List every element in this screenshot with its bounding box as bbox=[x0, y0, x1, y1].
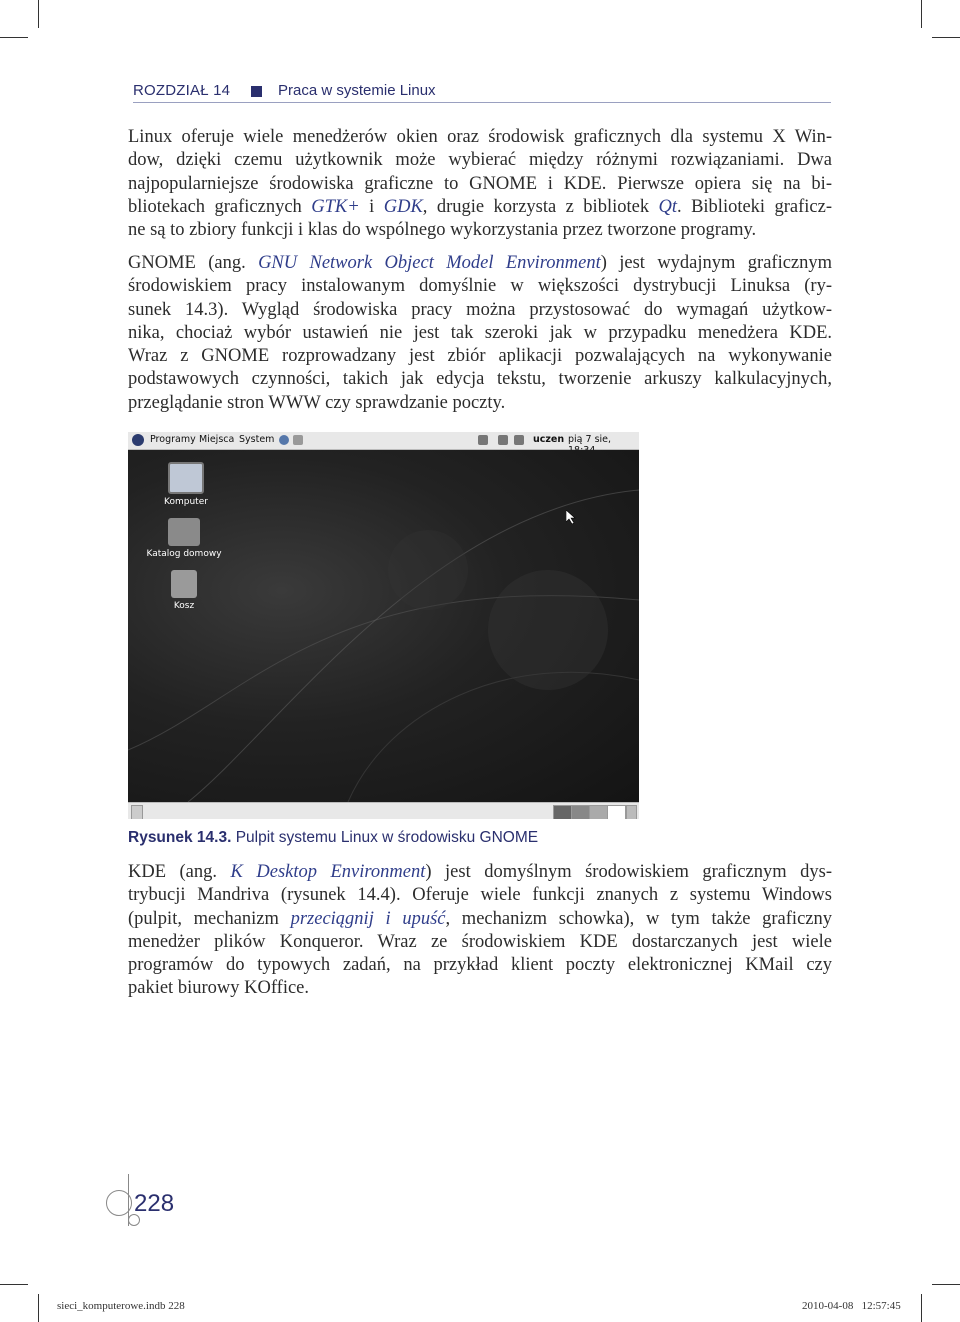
paragraph-gnome bbox=[128, 252, 832, 415]
page-number-rule bbox=[128, 1174, 129, 1226]
chapter-label: ROZDZIAŁ 14 bbox=[133, 82, 231, 99]
section-title: Praca w systemie Linux bbox=[278, 82, 436, 99]
figure-caption bbox=[128, 829, 538, 847]
workspace-1 bbox=[553, 805, 572, 819]
edit-icon bbox=[478, 435, 488, 445]
text-line: ne są to zbiory funkcji i klas do wspólnego wykorzystania przez tworzone programy. bbox=[128, 220, 757, 241]
term-qt: Qt bbox=[658, 196, 678, 217]
crop-mark bbox=[0, 37, 28, 38]
workspace-4 bbox=[607, 805, 626, 819]
header-square-icon bbox=[251, 86, 262, 97]
text-line: KDE (ang. K Desktop Environment) jest domyślnym środowiskiem graficznym dys- bbox=[128, 862, 832, 882]
top-panel bbox=[128, 432, 639, 450]
fedora-logo-icon bbox=[132, 434, 144, 446]
crop-mark bbox=[38, 0, 39, 28]
text-line: Linux oferuje wiele menedżerów okien oraz środowisk graficznych dla systemu X Win- bbox=[128, 127, 832, 147]
text-line: nika, chociaż wybór ustawień nie jest tak szeroki jak w przypadku menedżera KDE. bbox=[128, 322, 832, 343]
crop-mark bbox=[921, 0, 922, 28]
crop-mark bbox=[932, 37, 960, 38]
mouse-cursor-icon bbox=[566, 510, 576, 524]
mail-icon bbox=[293, 435, 303, 445]
username-label: uczen bbox=[533, 434, 565, 445]
text-line: Wraz z GNOME rozprowadzany jest zbiór aplikacji pozwalających na wykonywanie bbox=[128, 346, 832, 367]
workspace-2 bbox=[571, 805, 590, 819]
desktop-icon-trash: Kosz bbox=[144, 570, 224, 611]
text-line: dow, dzięki czemu użytkownik może wybierać między różnymi rozwiązaniami. Dwa bbox=[128, 150, 832, 171]
term-gnome-full: GNU Network Object Model Environment bbox=[258, 253, 601, 273]
text-line: menedżer plików Konqueror. Wraz ze środowiskiem KDE dostarczanych jest wiele bbox=[128, 931, 832, 952]
text-line: przeglądanie stron WWW czy sprawdzanie poczty. bbox=[128, 392, 506, 413]
text-line: bliotekach graficznych GTK+ i GDK, drugie korzysta z bibliotek Qt. Biblioteki graficz- bbox=[128, 196, 833, 217]
show-desktop-icon bbox=[131, 805, 143, 819]
browser-icon bbox=[279, 435, 289, 445]
crop-mark bbox=[921, 1294, 922, 1322]
network-icon bbox=[514, 435, 524, 445]
menu-programs: Programy bbox=[150, 434, 196, 445]
text-line: najpopularniejsze środowiska graficzne to GNOME i KDE. Pierwsze opiera się na bi- bbox=[128, 173, 832, 194]
text-line: podstawowych czynności, takich jak edycja tekstu, tworzenie arkuszy kalkulacyjnych, bbox=[128, 369, 832, 390]
running-header bbox=[133, 82, 831, 103]
crop-mark bbox=[932, 1284, 960, 1285]
footer-timestamp: 2010-04-08 12:57:45 bbox=[802, 1300, 901, 1312]
computer-icon bbox=[168, 462, 204, 494]
caption-text: Pulpit systemu Linux w środowisku GNOME bbox=[235, 829, 539, 846]
paragraph-kde bbox=[128, 861, 832, 1001]
text-line: programów do typowych zadań, na przykład klient poczty elektronicznej KMail czy bbox=[128, 955, 832, 976]
term-gdk: GDK bbox=[383, 196, 423, 217]
crop-mark bbox=[38, 1294, 39, 1322]
trash-icon bbox=[171, 570, 197, 598]
desktop-icon-computer: Komputer bbox=[146, 462, 226, 507]
gnome-desktop-screenshot bbox=[128, 432, 639, 819]
term-gtk: GTK+ bbox=[311, 196, 360, 217]
bottom-panel bbox=[128, 802, 639, 819]
text-line: sunek 14.3). Wygląd środowiska pracy można przystosować do wymagań użytkow- bbox=[128, 299, 832, 320]
text-line: GNOME (ang. GNU Network Object Model Environment) jest wydajnym graficznym bbox=[128, 253, 833, 273]
home-folder-icon bbox=[168, 518, 200, 546]
text-line: środowiskiem pracy instalowanym domyślnie w większości dystrybucji Linuksa (ry- bbox=[128, 276, 832, 297]
term-drag-drop: przeciągnij i upuść bbox=[290, 908, 446, 929]
volume-icon bbox=[498, 435, 508, 445]
menu-system: System bbox=[239, 434, 275, 445]
desktop-area bbox=[128, 450, 639, 802]
clock-label: pią 7 sie, bbox=[568, 434, 612, 445]
text-line: trybucji Mandriva (rysunek 14.4). Oferuje wiele funkcji znanych z systemu Windows bbox=[128, 885, 832, 906]
term-kde-full: K Desktop Environment bbox=[230, 862, 426, 882]
caption-label: Rysunek 14.3. bbox=[128, 829, 232, 846]
text-line: (pulpit, mechanizm przeciągnij i upuść, mechanizm schowka), w tym także graficzny bbox=[128, 908, 832, 929]
page-number: 228 bbox=[134, 1190, 175, 1217]
menu-places: Miejsca bbox=[199, 434, 235, 445]
paragraph-intro bbox=[128, 126, 832, 242]
trash-applet-icon bbox=[626, 805, 637, 819]
desktop-icon-home: Katalog domowy bbox=[144, 518, 224, 559]
text-line: pakiet biurowy KOffice. bbox=[128, 978, 310, 999]
workspace-3 bbox=[589, 805, 608, 819]
crop-mark bbox=[0, 1284, 28, 1285]
footer-file: sieci_komputerowe.indb 228 bbox=[57, 1300, 185, 1312]
